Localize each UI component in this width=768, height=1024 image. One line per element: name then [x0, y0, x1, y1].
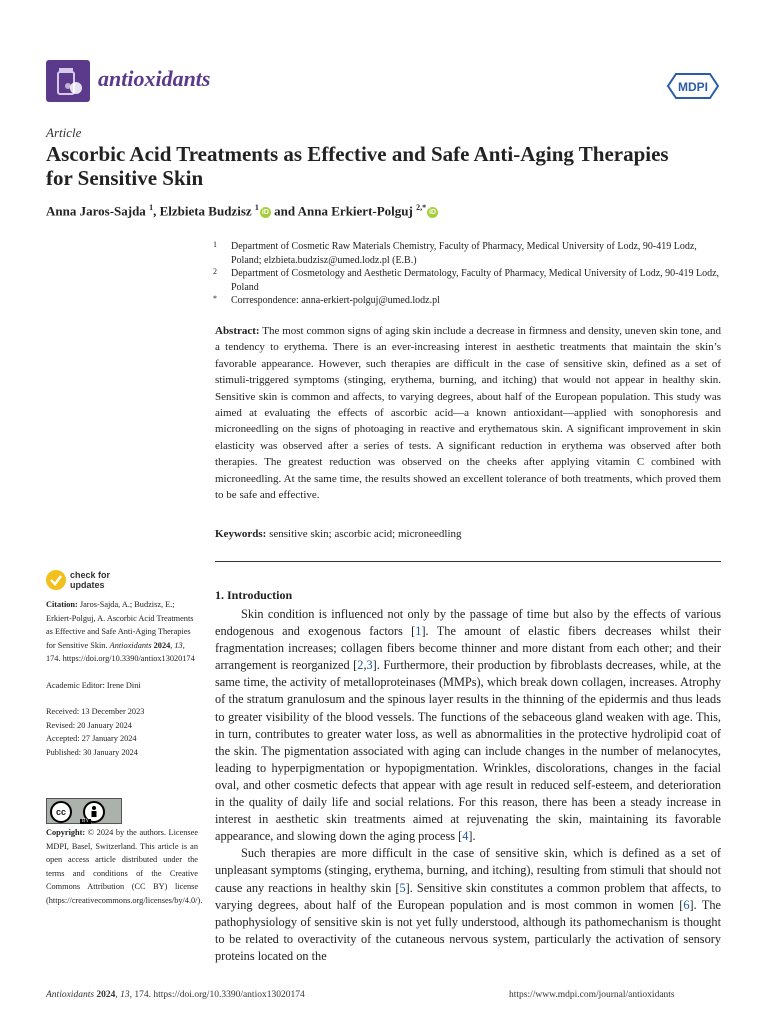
mdpi-logo[interactable] [666, 72, 720, 100]
paragraph: Such therapies are more difficult in the case of sensitive skin, which is defined as a set of unpleasant symptoms (stinging, erythema, burning, and itching), resulting from stimuli that should not cause any reactions in healthy skin [5]. Sensitive skin constitutes a common problem that affects, to varying degrees, about half of the European population and is most common in women [6]. The pathophysiology of sensitive skin is not yet fully understood, although its pathomechanism is thought to be related to overactivity of the cutaneous nervous system, particularly the activation of sensory proteins located on the [215, 846, 721, 963]
author-list: Anna Jaros-Sajda $^1$, Elzbieta Budzisz $^1$iD and Anna Erkiert-Polguj $^{2,*}$iD [46, 203, 437, 219]
journal-name[interactable]: antioxidants [98, 66, 211, 91]
affiliation-number: 1 [213, 240, 217, 249]
check-updates-line2: updates [70, 580, 105, 590]
citation-journal: Antioxidants [109, 640, 152, 650]
introduction-body [215, 606, 721, 965]
revised-date: Revised: 20 January 2024 [46, 720, 132, 730]
received-date: Received: 13 December 2023 [46, 707, 145, 716]
footer-year: 2024 [96, 990, 116, 1000]
citation-link[interactable]: 2 [357, 658, 364, 673]
footer-doi-link[interactable]: , 174. https://doi.org/10.3390/antiox13020174 [129, 990, 305, 1000]
sidebar-info [46, 598, 196, 759]
citation: Citation: Jaros-Sajda, A.; Budzisz, E.; Erkiert-Polguj, A. Ascorbic Acid Treatments as Effective and Safe Anti-Aging Therapies for Sensitive Skin. Antioxidants 2024, 13, 174. https://doi.org/10.3390/antiox13020174 [46, 600, 195, 663]
by-label: BY [82, 819, 89, 824]
author-sup: 1 [149, 203, 154, 212]
article-type: Article [46, 125, 82, 140]
citation-link[interactable]: 5 [399, 880, 406, 895]
keywords-text: sensitive skin; ascorbic acid; microneedling [269, 528, 462, 540]
citation-doi-link[interactable]: , 174. https://doi.org/10.3390/antiox13020174 [46, 640, 195, 663]
footer-journal: Antioxidants [46, 990, 95, 1000]
footer-volume: 13 [120, 990, 130, 1000]
keywords [215, 528, 721, 540]
mdpi-text: MDPI [678, 80, 708, 94]
orcid-icon[interactable]: iD [261, 209, 269, 217]
abstract-text: The most common signs of aging skin include a decrease in firmness and density, uneven skin tone, and a tendency to erythema. There is an ever-increasing interest in aesthetic treatments that maintain the skin’s favorable appearance. However, such therapies are difficult in the case of sensitive skin, defined as a set of stimuli-triggered symptoms (stinging, erythema, burning, and itching) that would not appear in healthy skin. Sensitive skin is common and affects, to varying degrees, about half of the European population. This study was aimed at evaluating the effects of ascorbic acid—a known antioxidant—applied with sonophoresis and microneedling on the signs of photoaging in reactive and erythematous skin. A significant improvement in skin elasticity was observed after a series of tests. A significant reduction in erythema was observed after both therapies. The greatest reduction was observed on the cheeks after applying vitamin C combined with microneedling. At the same time, the results showed an excellent tolerance of both treatments, which proved them to be safe and effective. [215, 325, 721, 502]
section-heading: 1. Introduction [215, 588, 293, 602]
author-sup: 2,* [416, 203, 427, 212]
section-divider [215, 561, 721, 562]
affiliations [213, 240, 723, 308]
cc-by-license-badge[interactable] [46, 798, 122, 824]
paragraph: Skin condition is influenced not only by the passage of time but also by the effects of various endogenous and exogenous factors [1]. The amount of elastic fibers decreases whilst their fragmentation increases; collagen fibers become thinner and more distant from each other; and their arrangement is reorganized [2,3]. Furthermore, their production by fibroblasts decreases, while, at the same time, the activity of metalloproteinases (MMPs), which break down collagen, increases. Atrophy of the stratum granulosum and the spinous layer results in the thinning of the epidermis and thus leads to greater visibility of the blood vessels. The functions of the sebaceous gland weaken with age. This, in turn, contributes to greater water loss, as well as abnormalities in the protective hydrolipid coat of the skin. The pigmentation associated with aging can include changes in the number of melanocytes, leading to hyperpigmentation or hypopigmentation. Wrinkles, discolorations, changes in the facial oval, and other cosmetic defects that appear with age result in reduced self-esteem, and deterioration in the quality of daily life and social relations. For this reason, there has been a steady increase in interest in aesthetic skin treatments aimed at rejuvenating the skin, maintaining its favorable appearance, and slowing down the aging process [4]. [215, 607, 722, 844]
copyright-label: Copyright: [46, 828, 86, 837]
journal-logo [46, 60, 90, 102]
citation-label: Citation: [46, 600, 78, 609]
check-updates-line1: check for [70, 570, 111, 580]
affiliation [213, 240, 723, 267]
footer-citation: Antioxidants 2024, 13, 174. https://doi.org/10.3390/antiox13020174 [46, 990, 305, 1000]
cc-icon: cc [50, 801, 72, 823]
affiliation-number: * [213, 294, 217, 303]
citation-year: 2024 [153, 640, 171, 650]
keywords-label: Keywords: [215, 528, 267, 540]
check-updates-button[interactable] [70, 570, 110, 590]
citation-text: Jaros-Sajda, A.; Budzisz, E.; Erkiert-Polguj, A. Ascorbic Acid Treatments as Effective and Safe Anti-Aging Therapies for Sensitive Skin. [46, 600, 194, 650]
citation-volume: 13 [174, 640, 183, 650]
citation-link[interactable]: 1 [415, 624, 422, 639]
abstract-label: Abstract: [215, 325, 260, 337]
author-name[interactable]: Elzbieta Budzisz [159, 203, 252, 219]
citation-link[interactable]: 3 [366, 658, 373, 673]
footer-journal-url[interactable]: https://www.mdpi.com/journal/antioxidants [509, 990, 675, 1000]
academic-editor: Academic Editor: Irene Dini [46, 680, 141, 690]
citation-link[interactable]: 6 [683, 897, 690, 912]
orcid-icon[interactable]: iD [429, 209, 437, 217]
affiliation-text: Department of Cosmetology and Aesthetic Dermatology, Faculty of Pharmacy, Medical University of Lodz, 90-419 Lodz, Poland [231, 268, 720, 293]
affiliation-number: 2 [213, 267, 217, 276]
copyright-notice [46, 826, 203, 907]
author-name[interactable]: Anna Erkiert-Polguj [297, 203, 413, 219]
author-sup: 1 [254, 203, 259, 212]
author-name[interactable]: Anna Jaros-Sajda [46, 203, 146, 219]
affiliation-text: Correspondence: anna-erkiert-polguj@umed.lodz.pl [231, 295, 440, 306]
abstract [215, 323, 721, 503]
check-updates-icon[interactable] [46, 570, 66, 590]
accepted-date: Accepted: 27 January 2024 [46, 734, 137, 743]
copyright-text: © 2024 by the authors. Licensee MDPI, Basel, Switzerland. This article is an open access article distributed under the terms and conditions of the Creative Commons Attribution (CC BY) license (https://creativecommons.org/licenses/by/4.0/). [46, 828, 203, 905]
article-title: Ascorbic Acid Treatments as Effective and Safe Anti-Aging Therapies for Sensitive Skin [46, 142, 669, 190]
published-date: Published: 30 January 2024 [46, 747, 138, 757]
citation-link[interactable]: 4 [462, 829, 469, 844]
correspondence [213, 294, 723, 308]
affiliation-text: Department of Cosmetic Raw Materials Chemistry, Faculty of Pharmacy, Medical University of Lodz, 90-419 Lodz, Poland; elzbieta.budzisz@umed.lodz.pl (E.B.) [231, 241, 697, 266]
affiliation [213, 267, 723, 294]
